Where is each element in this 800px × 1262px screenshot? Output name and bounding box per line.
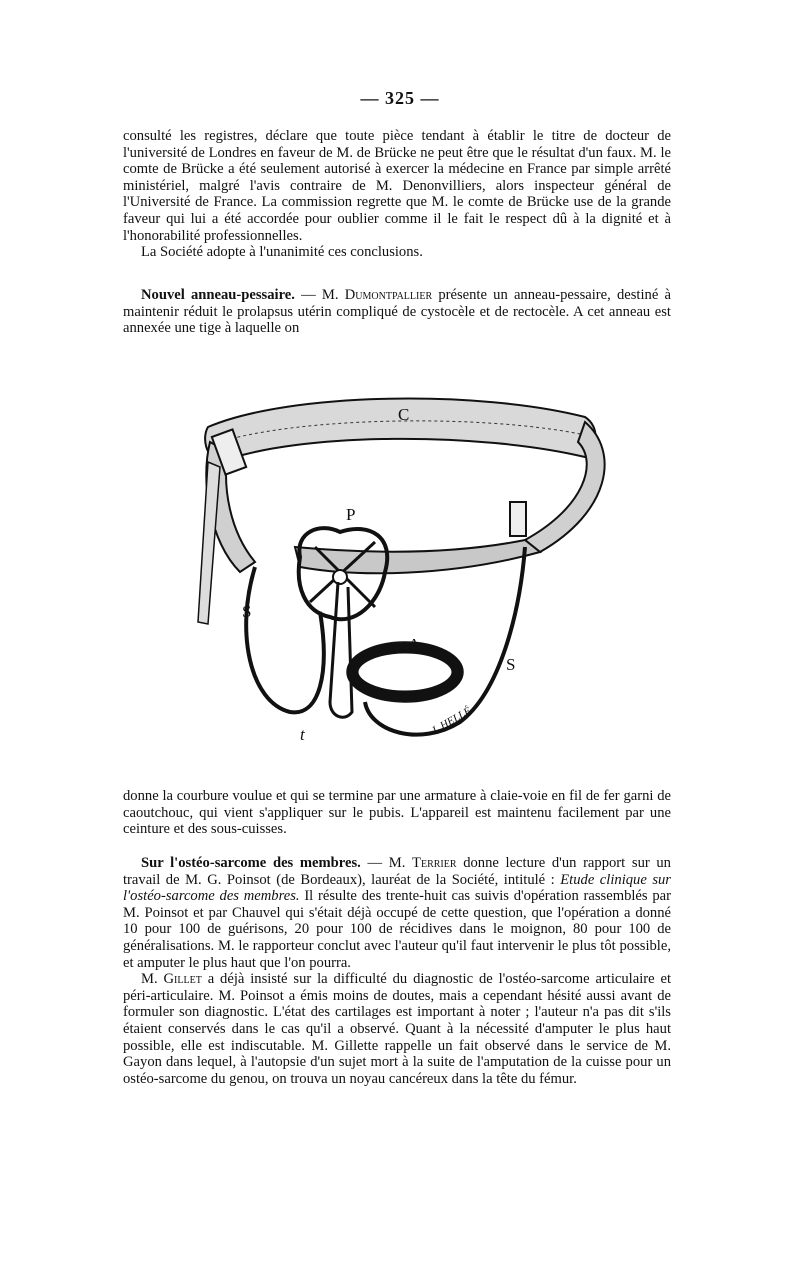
paragraph-text: donne lecture d'un rapport sur un travail de M. G. Poinsot (de Bordeaux), lauréat de la Société, intitulé : xyxy=(123,855,671,888)
paragraph-text: présente un anneau-pessaire, destiné à maintenir réduit le prolapsus utérin compliqué de cystocèle et de rectocèle. A cet anneau est annexée une tige à laquelle on xyxy=(123,287,671,337)
label-a: A xyxy=(408,635,421,654)
section-pessaire-intro xyxy=(123,287,671,337)
paragraph-gillet xyxy=(123,971,671,1087)
paragraph-text: Il résulte des trente-huit cas suivis d'opération rassemblés par M. Poinsot et par Chauvel qui s'était déjà occupé de cette question, que l'opération a donné 10 pour 100 de guérisons, 20 pour 100 de récidives dans le moignon, 80 pour 100 de généralisations. M. le rapporteur conclut avec l'auteur qu'il faut intervenir le plus tôt possible, et amputer le plus haut que l'on pourra. xyxy=(123,888,671,971)
thigh-strap-left xyxy=(246,567,324,712)
paragraph-bruecke: consulté les registres, déclare que toute pièce tendant à établir le titre de docteur de l'université de Londres en faveur de M. de Brücke ne peut être que le résultat d'un faux. M. le comte de Brücke a été seulement autorisé à exercer la médecine en France par simple arrêté ministériel, malgré l'avis contraire de M. Denonvilliers, alors inspecteur général de l'Université de France. La commission regrette que M. le comte de Brücke use de la grande faveur qui lui a été accordée pour oublier comme il le fait le respect dû à la dignité et à l'honorabilité professionnelles. xyxy=(123,128,671,244)
paragraph-pessaire-intro xyxy=(123,287,671,337)
lead-text: M. xyxy=(141,971,164,988)
work-title: Etude clinique sur l'ostéo-sarcome des membres. xyxy=(123,871,671,905)
label-s-left: S xyxy=(242,602,252,621)
section-heading-osteo-sarcome: Sur l'ostéo-sarcome des membres. xyxy=(141,855,361,871)
author-name: Dumontpallier xyxy=(344,287,433,303)
front-band xyxy=(295,540,540,573)
dash-text: — M. xyxy=(360,855,413,871)
dash-text: — M. xyxy=(294,287,345,303)
paragraph-osteo-sarcome xyxy=(123,855,671,971)
pessary-illustration xyxy=(180,372,620,772)
author-name: Terrier xyxy=(412,855,457,871)
section-heading-pessaire: Nouvel anneau-pessaire. xyxy=(141,287,295,303)
stem xyxy=(330,582,352,717)
paragraph-adoption: La Société adopte à l'unanimité ces conclusions. xyxy=(141,244,423,261)
section-osteo-sarcome xyxy=(123,855,671,1087)
thigh-strap-right xyxy=(365,547,525,735)
buckle-right xyxy=(510,502,526,536)
label-s-right: S xyxy=(506,655,516,674)
hanging-strap xyxy=(198,462,220,624)
section-pessaire-continued xyxy=(123,788,671,838)
pessary-ring xyxy=(353,648,457,696)
label-c: C xyxy=(398,405,410,424)
author-name: Gillet xyxy=(163,971,202,988)
paragraph-text: a déjà insisté sur la difficulté du diagnostic de l'ostéo-sarcome articulaire et péri-articulaire. M. Poinsot a émis moins de doutes, mais a cependant hésité aussi avant de formuler son diagnostic. L'état des cartilages est important à noter ; l'auteur n'a pas dit s'ils étaient conservés dans le cas qu'il a observé. Quant à la nécessité d'amputer le plus haut possible, elle est indiscutable. M. Gillette rappelle un fait observé dans le service de M. Gayon dans lequel, à l'autopsie d'un sujet mort à la suite de l'amputation de la cuisse pour un ostéo-sarcome du genou, on trouva un noyau cancéreux dans la tête du fémur. xyxy=(123,971,672,1087)
page-number: — 325 — xyxy=(360,88,440,108)
engraver-signature: L.HELLÉ. xyxy=(430,703,476,737)
label-p: P xyxy=(346,505,356,524)
paragraph-pessaire-continued: donne la courbure voulue et qui se termine par une armature à claie-voie en fil de fer garni de caoutchouc, qui vient s'appliquer sur le pubis. L'appareil est maintenu facilement par une ceinture et des sous-cuisses. xyxy=(123,788,671,838)
paragraph-commission-report xyxy=(123,128,671,261)
label-t: t xyxy=(300,725,305,744)
